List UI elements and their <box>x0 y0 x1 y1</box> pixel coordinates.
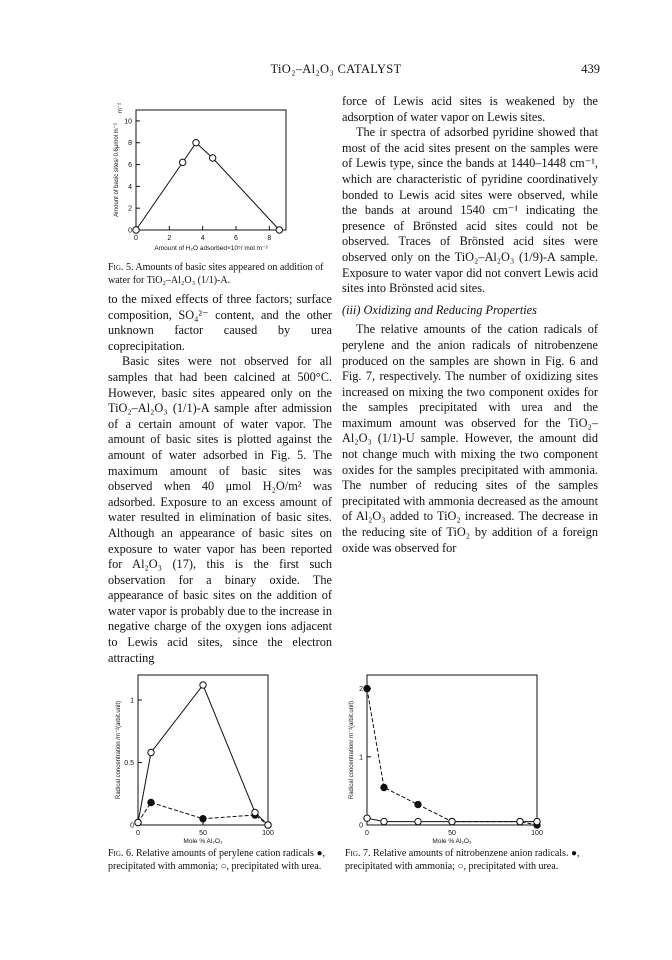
figure-6-caption-text: Relative amounts of perylene cation radicals ●, precipitated with ammonia; ○, precipitated with urea. <box>108 848 325 872</box>
figure-7-caption <box>345 848 600 873</box>
running-header <box>0 62 672 82</box>
x-tick-label: 2 <box>167 235 172 242</box>
y-tick-label: 2 <box>359 686 363 694</box>
x-tick-label: 50 <box>199 830 207 837</box>
y-axis-label: Radical concentration/ m⁻²(arbit.unit) <box>349 700 355 800</box>
x-tick-label: 100 <box>531 830 543 837</box>
data-point-filled <box>364 685 370 691</box>
x-tick-label: 0 <box>365 830 369 837</box>
data-point-open <box>534 818 540 824</box>
y-tick-label: 2 <box>128 205 132 213</box>
data-point-filled <box>415 801 421 807</box>
y-tick-label: 0 <box>130 822 134 830</box>
running-title: TiO₂–Al₂O₃ CATALYST <box>270 62 402 76</box>
right-paragraph-2: The ir spectra of adsorbed pyridine showed that most of the acid sites present on the samples were of Lewis type, since the bands at 1440–1448 cm⁻¹, which are characteristic of pyridine coordinatively bonded to Lewis acid sites were observed, while the bands at around 1540 cm⁻¹ indicating the presence of Brönsted acid sites could not be observed. Traces of Brönsted acid sites were observed only on the TiO₂–Al₂O₃ (1/9)-A sample. Exposure to water vapor did not convert Lewis acid sites into Brönsted acid sites. <box>342 125 598 296</box>
figure-6-caption <box>108 848 336 873</box>
figure-7-caption-text: Relative amounts of nitrobenzene anion radicals. ●, precipitated with ammonia; ○, precipitated with urea. <box>345 848 580 872</box>
x-tick-label: 0 <box>134 235 138 242</box>
figure-5-caption-text: Amounts of basic sites appeared on addition of water for TiO₂–Al₂O₃ (1/1)-A. <box>108 262 324 286</box>
x-axis-label: Mole % Al₂O₃ <box>432 838 472 845</box>
right-column-text <box>342 94 598 556</box>
plot-frame <box>136 110 286 230</box>
x-tick-label: 100 <box>262 830 274 837</box>
data-point-open <box>200 682 206 688</box>
series-line <box>136 143 279 230</box>
section-subheading: (iii) Oxidizing and Reducing Properties <box>342 302 537 317</box>
data-point-open <box>179 159 185 165</box>
data-point-open <box>415 818 421 824</box>
right-paragraph-3: The relative amounts of the cation radicals of perylene and the anion radicals of nitrobenzene produced on the samples are shown in Fig. 6 and Fig. 7, respectively. The number of oxidizing sites increased on mixing the two component oxides for the samples precipitated with urea and the maximum amount was observed for the TiO₂–Al₂O₃ (1/1)-U sample. However, the amount did not change much with mixing the two component oxides for the samples precipitated with ammonia. The number of reducing sites of the samples precipitated with ammonia decreased as the amount of Al₂O₃ added to TiO₂ increased. The decrease in the reducing site of TiO₂ by addition of a foreign oxide was observed for <box>342 322 598 555</box>
data-point-open <box>364 815 370 821</box>
figure-6-chart <box>108 665 333 845</box>
x-axis-label: Mole % Al₂O₃ <box>183 838 223 845</box>
figure-6-caption-label: Fig. 6. <box>108 848 134 859</box>
data-point-filled <box>200 816 206 822</box>
data-point-open <box>148 749 154 755</box>
data-point-filled <box>148 799 154 805</box>
y-tick-label: 0 <box>359 822 363 830</box>
x-tick-label: 50 <box>448 830 456 837</box>
data-point-open <box>135 819 141 825</box>
series-line <box>367 689 537 825</box>
y-tick-label: 1 <box>359 754 363 762</box>
y-tick-label: 10 <box>124 118 132 126</box>
left-column-text <box>108 292 332 666</box>
x-tick-label: 8 <box>267 235 272 242</box>
y-tick-label: 0 <box>128 227 132 235</box>
y-tick-label: 6 <box>128 162 132 170</box>
left-paragraph-1: to the mixed effects of three factors; surface composition, SO₄²⁻ content, and the other unknown factor caused by urea coprecipitation. <box>108 292 332 353</box>
y-unit-label: m⁻² <box>118 102 124 114</box>
figure-5-caption-label: Fig. 5. <box>108 262 134 273</box>
figure-7-chart <box>345 665 585 845</box>
x-tick-label: 6 <box>234 235 238 242</box>
data-point-open <box>517 818 523 824</box>
series-line <box>138 685 268 825</box>
data-point-open <box>449 818 455 824</box>
data-point-open <box>265 822 271 828</box>
plot-frame <box>138 675 268 825</box>
y-tick-label: 0.5 <box>124 760 134 767</box>
page-number: 439 <box>581 62 600 76</box>
plot-frame <box>367 675 537 825</box>
y-tick-label: 4 <box>128 183 132 191</box>
figure-5-caption <box>108 262 334 287</box>
right-paragraph-1: force of Lewis acid sites is weakened by the adsorption of water vapor on Lewis sites. <box>342 94 598 124</box>
figure-5-chart <box>108 98 330 258</box>
data-point-filled <box>381 784 387 790</box>
figure-7-caption-label: Fig. 7. <box>345 848 371 859</box>
data-point-open <box>381 818 387 824</box>
data-point-open <box>252 809 258 815</box>
data-point-open <box>276 227 282 233</box>
y-axis-label: Radical concentration /m⁻²(arbit.unit) <box>116 700 122 800</box>
y-tick-label: 1 <box>130 697 134 705</box>
y-axis-label: Amount of basic sites/ 0.6μmol m⁻² <box>114 123 120 217</box>
x-tick-label: 0 <box>136 830 140 837</box>
x-tick-label: 4 <box>200 235 205 242</box>
x-axis-label: Amount of H₂O adsorbed×10⁵/ mol m⁻² <box>154 245 268 252</box>
data-point-open <box>193 140 199 146</box>
data-point-open <box>133 227 139 233</box>
left-paragraph-2: Basic sites were not observed for all samples that had been calcined at 500°C. However, basic sites appeared only on the TiO₂–Al₂O₃ (1/1)-A sample after admission of a certain amount of water vapor. The amount of basic sites is plotted against the amount of water adsorbed in Fig. 5. The maximum amount of basic sites was observed when 40 μmol H₂O/m² was adsorbed. Exposure to an excess amount of water resulted in elimination of basic sites. Although an appearance of basic sites on exposure to water vapor has been reported for Al₂O₃ (17), this is the first such observation for a binary oxide. The appearance of basic sites on the addition of water vapor is probably due to the increase in negative charge of the oxygen ions adjacent to Lewis acid sites, since the electron attracting <box>108 354 332 665</box>
data-point-open <box>209 155 215 161</box>
y-tick-label: 8 <box>128 140 132 148</box>
